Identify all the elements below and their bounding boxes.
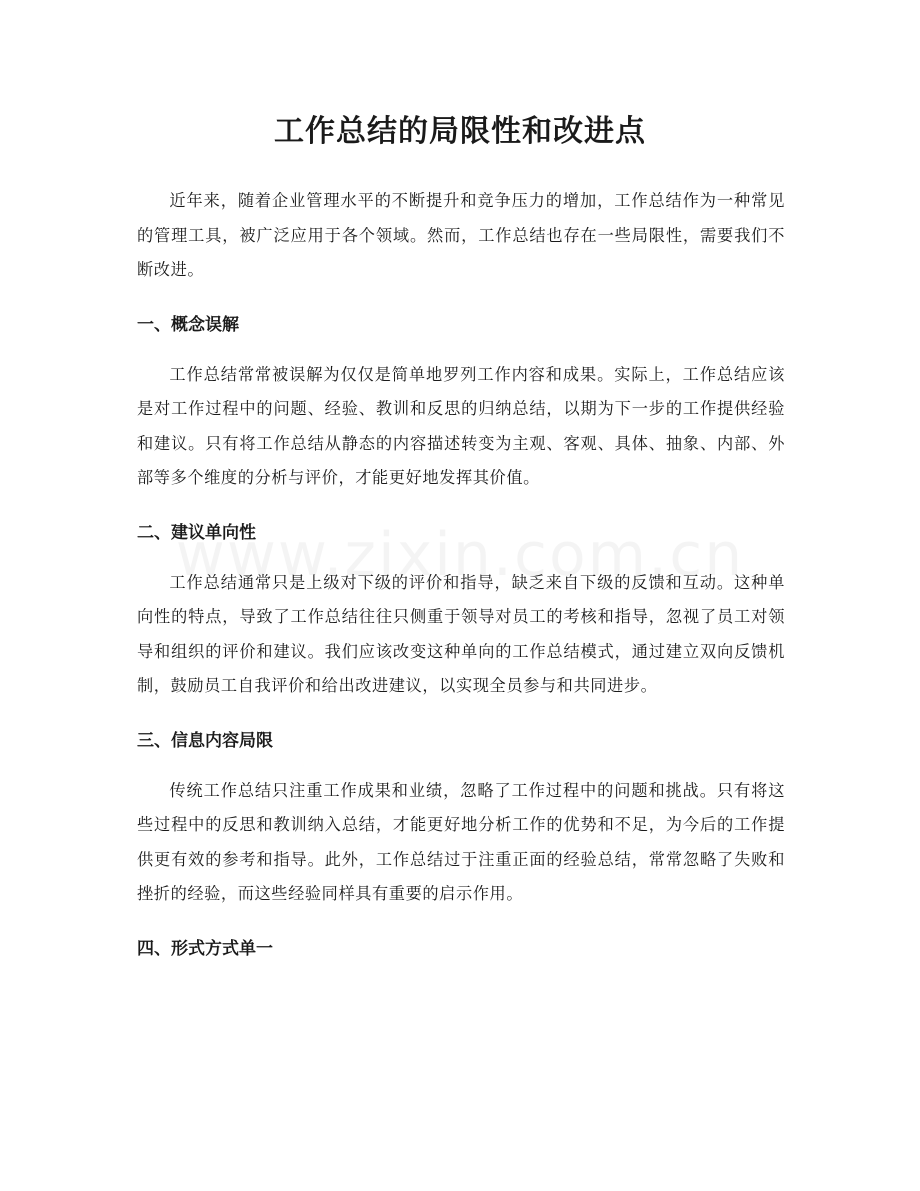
section-heading-3: 三、信息内容局限 [137,730,273,751]
section-body-1: 工作总结常常被误解为仅仅是简单地罗列工作内容和成果。实际上，工作总结应该是对工作过程中的问题、经验、教训和反思的归纳总结，以期为下一步的工作提供经验和建议。只有将工作总结从静态的内容描述转变为主观、客观、具体、抽象、内部、外部等多个维度的分析与评价，才能更好地发挥其价值。 [137,364,785,487]
document-title: 工作总结的局限性和改进点 [274,114,646,149]
section-body-3: 传统工作总结只注重工作成果和业绩，忽略了工作过程中的问题和挑战。只有将这些过程中的反思和教训纳入总结，才能更好地分析工作的优势和不足，为今后的工作提供更有效的参考和指导。此外，工作总结过于注重正面的经验总结，常常忽略了失败和挫折的经验，而这些经验同样具有重要的启示作用。 [137,780,785,903]
document-body [137,184,785,966]
section-heading-1: 一、概念误解 [137,314,239,335]
section-heading-2: 二、建议单向性 [137,522,256,543]
section-body-2: 工作总结通常只是上级对下级的评价和指导，缺乏来自下级的反馈和互动。这种单向性的特点，导致了工作总结往往只侧重于领导对员工的考核和指导，忽视了员工对领导和组织的评价和建议。我们应该改变这种单向的工作总结模式，通过建立双向反馈机制，鼓励员工自我评价和给出改进建议，以实现全员参与和共同进步。 [137,572,785,695]
section-heading-4: 四、形式方式单一 [137,938,273,959]
intro-paragraph: 近年来，随着企业管理水平的不断提升和竞争压力的增加，工作总结作为一种常见的管理工具，被广泛应用于各个领域。然而，工作总结也存在一些局限性，需要我们不断改进。 [137,191,785,279]
